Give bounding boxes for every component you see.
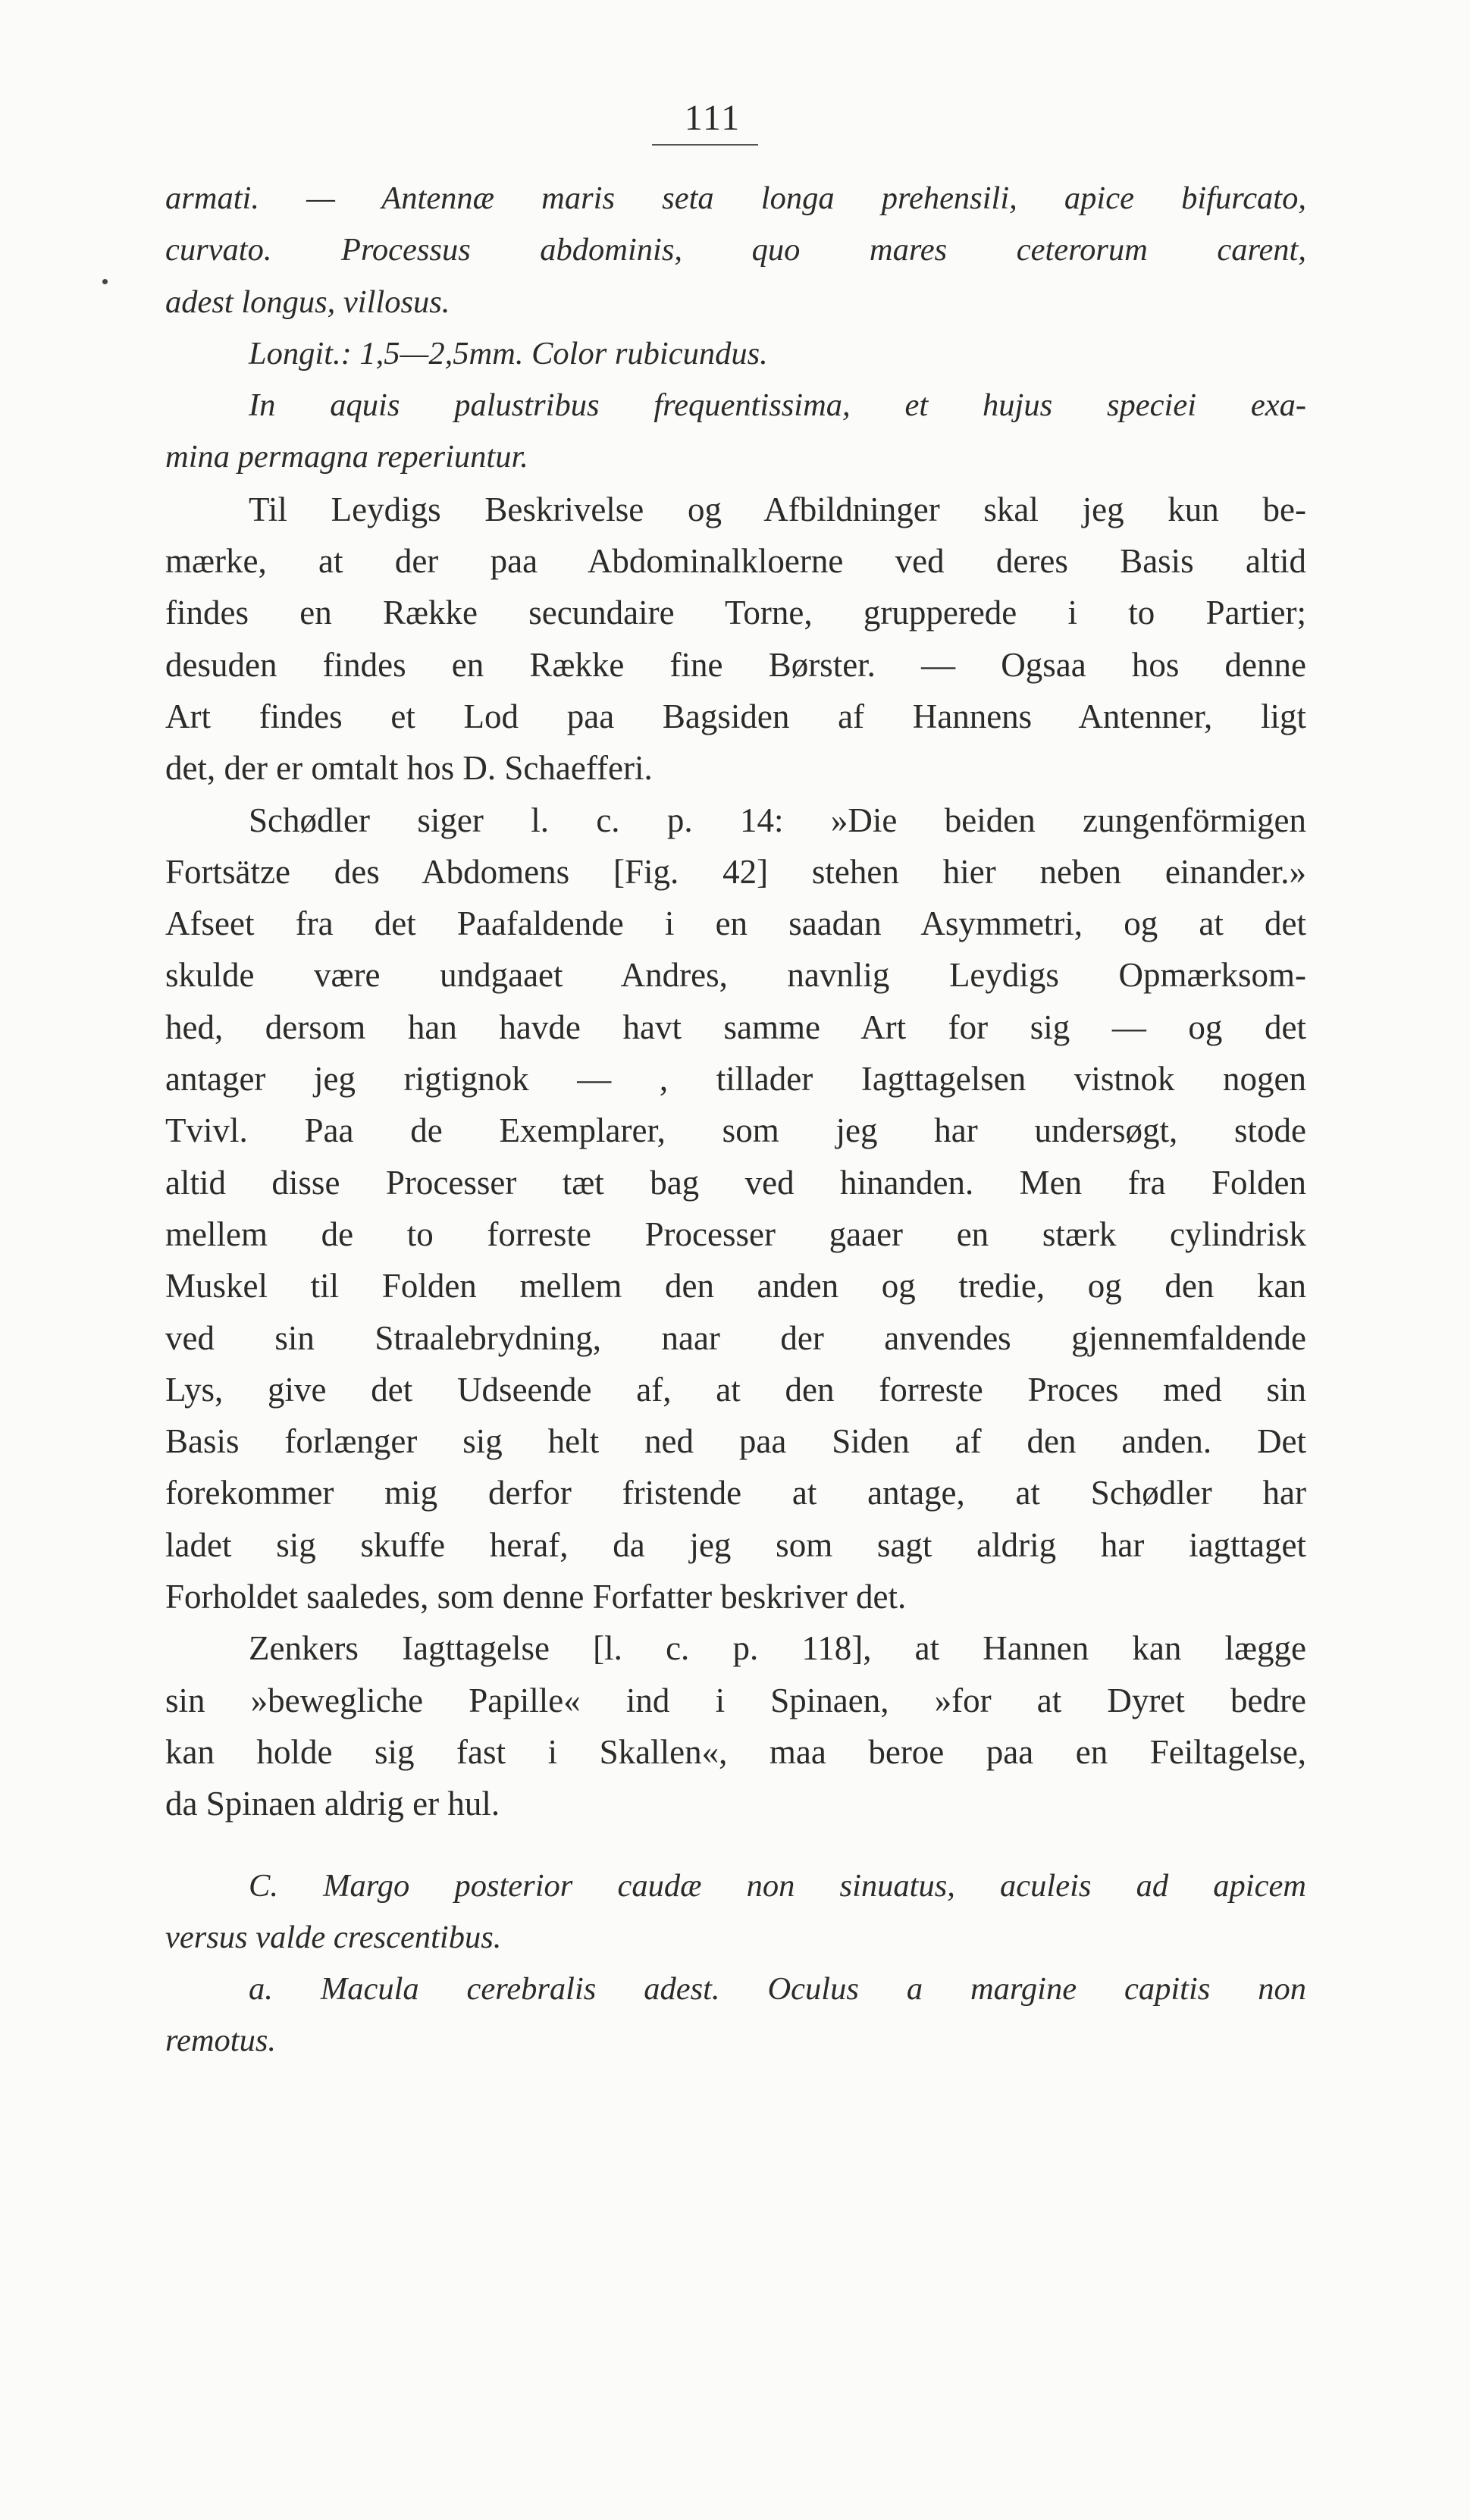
text-line: adest longus, villosus. bbox=[165, 284, 450, 320]
text-line: Basis forlænger sig helt ned paa Siden af den anden. Det bbox=[165, 1422, 1306, 1461]
text-line: mellem de to forreste Processer gaaer en stærk cylindrisk bbox=[165, 1215, 1306, 1253]
text-line: Afseet fra det Paafaldende i en saadan Asymmetri, og at det bbox=[165, 904, 1306, 943]
text-line: Fortsätze des Abdomens [Fig. 42] stehen hier neben einander.» bbox=[165, 852, 1306, 891]
paragraph bbox=[165, 1622, 1306, 1829]
text-line: remotus. bbox=[165, 2023, 276, 2059]
text-line: desuden findes en Række fine Børster. — Ogsaa hos denne bbox=[165, 645, 1306, 684]
paragraph bbox=[165, 795, 1306, 1623]
paragraph bbox=[165, 484, 1306, 795]
text-line: C. Margo posterior caudæ non sinuatus, aculeis ad apicem bbox=[249, 1867, 1306, 1904]
text-line: Longit.: 1,5—2,5mm. Color rubicundus. bbox=[249, 335, 768, 371]
text-line: versus valde crescentibus. bbox=[165, 1919, 502, 1955]
text-line: kan holde sig fast i Skallen«, maa beroe paa en Feiltagelse, bbox=[165, 1732, 1306, 1771]
text-line: hed, dersom han havde havt samme Art for sig — og det bbox=[165, 1008, 1306, 1046]
text-line: sin »bewegliche Papille« ind i Spinaen, »for at Dyret bedre bbox=[165, 1681, 1306, 1719]
page-number-rule bbox=[652, 144, 758, 146]
text-line: armati. — Antennæ maris seta longa prehensili, apice bifurcato, bbox=[165, 180, 1306, 216]
paragraph bbox=[165, 1860, 1306, 1964]
text-line: antager jeg rigtignok — , tillader Iagttagelsen vistnok nogen bbox=[165, 1060, 1306, 1099]
text-line: Forholdet saaledes, som denne Forfatter beskriver det. bbox=[165, 1578, 907, 1616]
text-line: findes en Række secundaire Torne, grupperede i to Partier; bbox=[165, 594, 1306, 632]
text-line: mina permagna reperiuntur. bbox=[165, 439, 528, 475]
text-line: mærke, at der paa Abdominalkloerne ved deres Basis altid bbox=[165, 542, 1306, 581]
text-line: Til Leydigs Beskrivelse og Afbildninger skal jeg kun be- bbox=[249, 490, 1306, 528]
text-line: Schødler siger l. c. p. 14: »Die beiden zungenförmigen bbox=[249, 801, 1306, 839]
text-line: altid disse Processer tæt bag ved hinanden. Men fra Folden bbox=[165, 1163, 1306, 1202]
text-line: Art findes et Lod paa Bagsiden af Hannens Antenner, ligt bbox=[165, 697, 1306, 735]
text-line: Muskel til Folden mellem den anden og tredie, og den kan bbox=[165, 1267, 1306, 1305]
text-line: skulde være undgaaet Andres, navnlig Leydigs Opmærksom- bbox=[165, 956, 1306, 995]
text-line: forekommer mig derfor fristende at antage, at Schødler har bbox=[165, 1474, 1306, 1512]
text-line: ladet sig skuffe heraf, da jeg som sagt aldrig har iagttaget bbox=[165, 1525, 1306, 1564]
margin-mark bbox=[102, 279, 108, 284]
text-line: a. Macula cerebralis adest. Oculus a margine capitis non bbox=[249, 1971, 1306, 2008]
body-text bbox=[165, 173, 1306, 2067]
text-line: det, der er omtalt hos D. Schaefferi. bbox=[165, 749, 653, 788]
paragraph bbox=[165, 1964, 1306, 2067]
text-line: In aquis palustribus frequentissima, et hujus speciei exa- bbox=[249, 387, 1306, 424]
text-line: da Spinaen aldrig er hul. bbox=[165, 1785, 500, 1823]
paragraph bbox=[165, 328, 1306, 380]
text-line: Zenkers Iagttagelse [l. c. p. 118], at Hannen kan lægge bbox=[249, 1629, 1306, 1668]
text-line: ved sin Straalebrydning, naar der anvendes gjennemfaldende bbox=[165, 1318, 1306, 1357]
paragraph bbox=[165, 173, 1306, 328]
text-line: Lys, give det Udseende af, at den forreste Proces med sin bbox=[165, 1370, 1306, 1409]
text-line: curvato. Processus abdominis, quo mares ceterorum carent, bbox=[165, 232, 1306, 268]
paragraph bbox=[165, 380, 1306, 484]
text-line: Tvivl. Paa de Exemplarer, som jeg har undersøgt, stode bbox=[165, 1111, 1306, 1150]
page-number: 111 bbox=[684, 98, 741, 138]
